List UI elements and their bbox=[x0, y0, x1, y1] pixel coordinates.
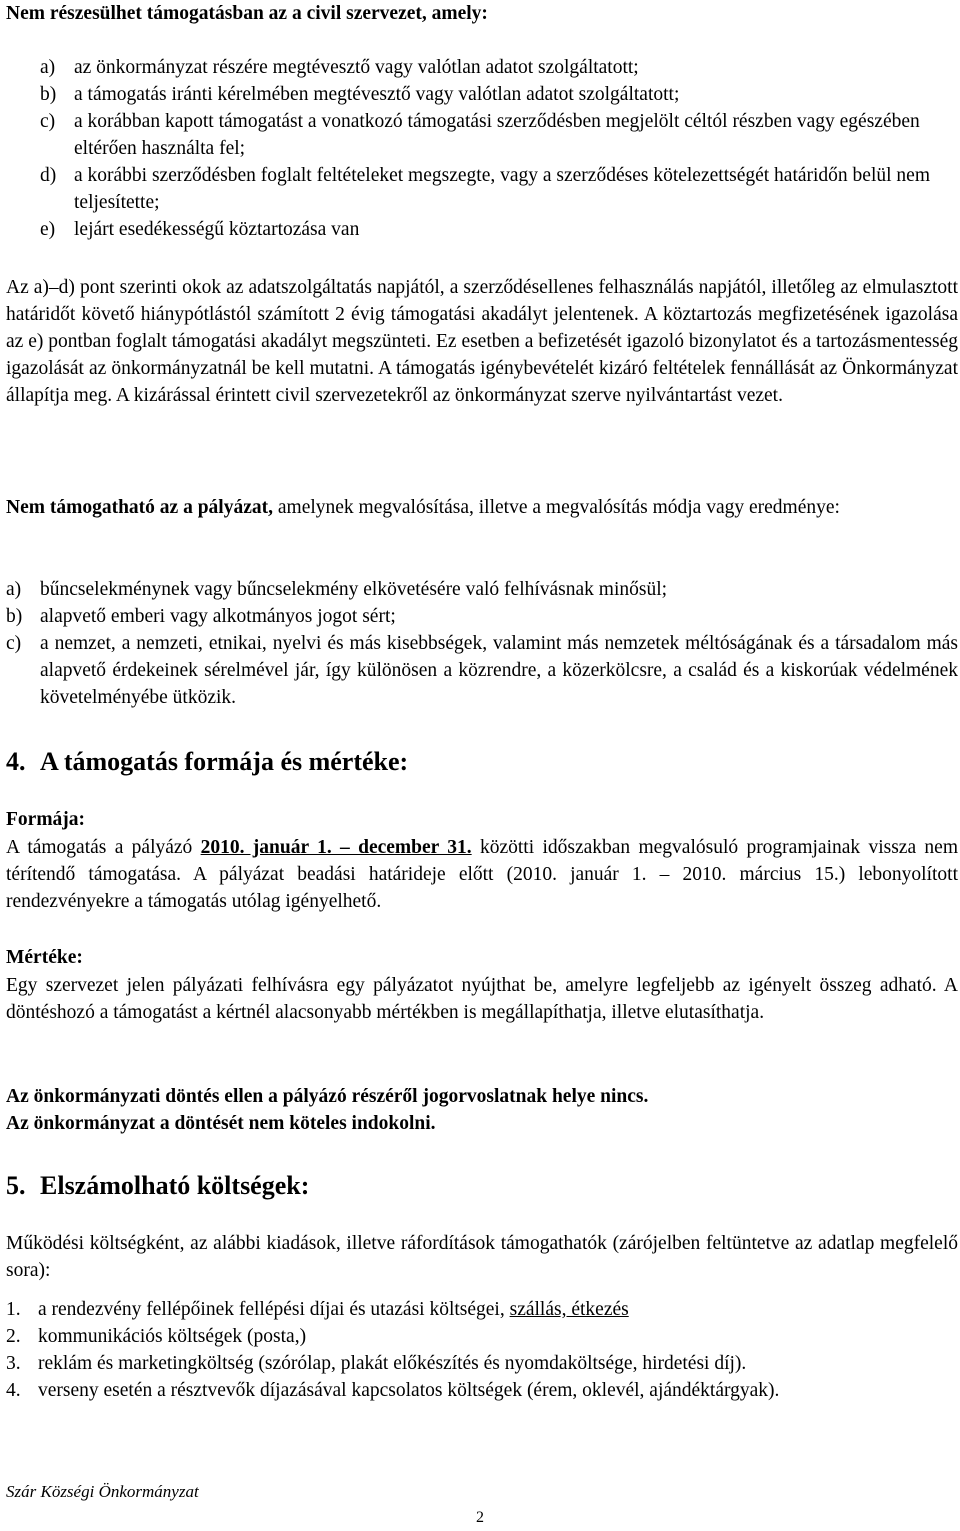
list-marker: 2. bbox=[6, 1326, 21, 1347]
section-title: Elszámolható költségek: bbox=[40, 1171, 310, 1200]
bold-notice-2: Az önkormányzat a döntését nem köteles indokolni. bbox=[6, 1113, 436, 1134]
list-marker: b) bbox=[40, 84, 57, 105]
list-text: reklám és marketingköltség (szórólap, plakát előkészítés és nyomdaköltsége, hirdetési díj). bbox=[38, 1353, 747, 1374]
list-item bbox=[6, 630, 958, 711]
list-text: kommunikációs költségek (posta,) bbox=[38, 1326, 307, 1347]
footer-organization: Szár Községi Önkormányzat bbox=[6, 1482, 199, 1501]
list-marker: a) bbox=[6, 579, 22, 600]
list-item bbox=[40, 216, 956, 243]
list-marker: c) bbox=[40, 111, 56, 132]
list-text bbox=[38, 1296, 958, 1323]
list-text: a nemzet, a nemzeti, etnikai, nyelvi és más kisebbségek, valamint más nemzetek méltóságának és a társadalom más alapvető érdekeinek sérelmével jár, így különösen a közrendre, a közerkölcsre, a család és a kiskorúak védelmének követelményébe ütközik. bbox=[40, 633, 958, 708]
list-item bbox=[6, 576, 958, 603]
list-marker: e) bbox=[40, 219, 56, 240]
list-marker: 4. bbox=[6, 1380, 21, 1401]
forma-text bbox=[6, 834, 958, 915]
list-marker: a) bbox=[40, 57, 56, 78]
list-item bbox=[40, 81, 956, 108]
not-supported-bold: Nem támogatható az a pályázat, bbox=[6, 497, 273, 518]
list-marker: b) bbox=[6, 606, 23, 627]
list-text: a korábban kapott támogatást a vonatkozó támogatási szerződésben megjelölt céltól részben vagy egészében eltérően használta fel; bbox=[74, 111, 920, 159]
intro-heading: Nem részesülhet támogatásban az a civil szervezet, amely: bbox=[6, 3, 488, 24]
list-item bbox=[6, 603, 958, 630]
costs-intro: Működési költségként, az alábbi kiadások, illetve ráfordítások támogathatók (zárójelben feltüntetve az adatlap megfelelő sora): bbox=[6, 1233, 958, 1281]
section-number: 4. bbox=[6, 747, 26, 776]
not-supported-list bbox=[6, 576, 958, 711]
list-item bbox=[40, 162, 956, 216]
list-marker: 3. bbox=[6, 1353, 21, 1374]
forma-post: közötti időszakban megvalósuló programjainak vissza nem térítendő támogatása. A pályázat beadási határideje előtt (2010. január 1. – 2010. március 15.) lebonyolított rendezvényekre a támogatás utólag igényelhető. bbox=[6, 837, 959, 912]
exclusion-list bbox=[40, 54, 956, 243]
list-text: bűncselekménynek vagy bűncselekmény elkövetésére való felhívásnak minősül; bbox=[40, 579, 668, 600]
list-item bbox=[6, 1323, 958, 1350]
list-marker: 1. bbox=[6, 1299, 21, 1320]
section-number: 5. bbox=[6, 1171, 26, 1200]
bold-notice-1: Az önkormányzati döntés ellen a pályázó részéről jogorvoslatnak helye nincs. bbox=[6, 1086, 649, 1107]
list-text-main: a rendezvény fellépőinek fellépési díjai és utazási költségei, bbox=[38, 1299, 510, 1320]
list-text: lejárt esedékességű köztartozása van bbox=[74, 219, 360, 240]
list-text: alapvető emberi vagy alkotmányos jogot sért; bbox=[40, 606, 396, 627]
list-marker: c) bbox=[6, 633, 22, 654]
not-supported-rest: amelynek megvalósítása, illetve a megvalósítás módja vagy eredménye: bbox=[273, 497, 840, 518]
mertek-text: Egy szervezet jelen pályázati felhívásra egy pályázatot nyújthat be, amelyre legfeljebb az igényelt összeg adható. A döntéshozó a támogatást a kértnél alacsonyabb mértékben is megállapíthatja, illetve elutasíthatja. bbox=[6, 975, 958, 1023]
list-text: a támogatás iránti kérelmében megtévesztő vagy valótlan adatot szolgáltatott; bbox=[74, 84, 680, 105]
section-title: A támogatás formája és mértéke: bbox=[40, 747, 409, 776]
list-text: az önkormányzat részére megtévesztő vagy valótlan adatot szolgáltatott; bbox=[74, 57, 639, 78]
list-text: verseny esetén a résztvevők díjazásával kapcsolatos költségek (érem, oklevél, ajándéktárgyak). bbox=[38, 1380, 780, 1401]
list-text-underlined: szállás, étkezés bbox=[509, 1299, 629, 1320]
list-item bbox=[6, 1350, 958, 1377]
mertek-label: Mértéke: bbox=[6, 947, 83, 968]
list-item bbox=[6, 1296, 958, 1323]
section-5-heading bbox=[6, 1170, 309, 1202]
forma-label: Formája: bbox=[6, 809, 86, 830]
forma-pre: A támogatás a pályázó bbox=[6, 837, 201, 858]
section-4-heading bbox=[6, 746, 408, 778]
not-supported-paragraph bbox=[6, 494, 958, 521]
costs-list bbox=[6, 1296, 958, 1404]
list-item bbox=[6, 1377, 958, 1404]
forma-date: 2010. január 1. – december 31. bbox=[200, 837, 472, 858]
list-item bbox=[40, 54, 956, 81]
exclusion-paragraph: Az a)–d) pont szerinti okok az adatszolgáltatás napjától, a szerződésellenes felhasználás napjától, illetőleg az elmulasztott határidőt követő hiánypótlástól számított 2 évig támogatási akadályt jelentenek. A köztartozás megfizetésének igazolása az e) pontban foglalt támogatási akadályt megszünteti. Ez esetben a befizetését igazoló bizonylatot és a tartozásmentesség igazolását az önkormányzatnál be kell mutatni. A támogatás igénybevételét kizáró feltételek fennállását az Önkormányzat állapítja meg. A kizárással érintett civil szervezetekről az önkormányzat szerve nyilvántartást vezet. bbox=[6, 277, 958, 406]
list-item bbox=[40, 108, 956, 162]
list-text: a korábbi szerződésben foglalt feltételeket megszegte, vagy a szerződéses kötelezettségét határidőn belül nem teljesítette; bbox=[74, 165, 931, 213]
list-marker: d) bbox=[40, 165, 57, 186]
page-number: 2 bbox=[476, 1509, 484, 1526]
